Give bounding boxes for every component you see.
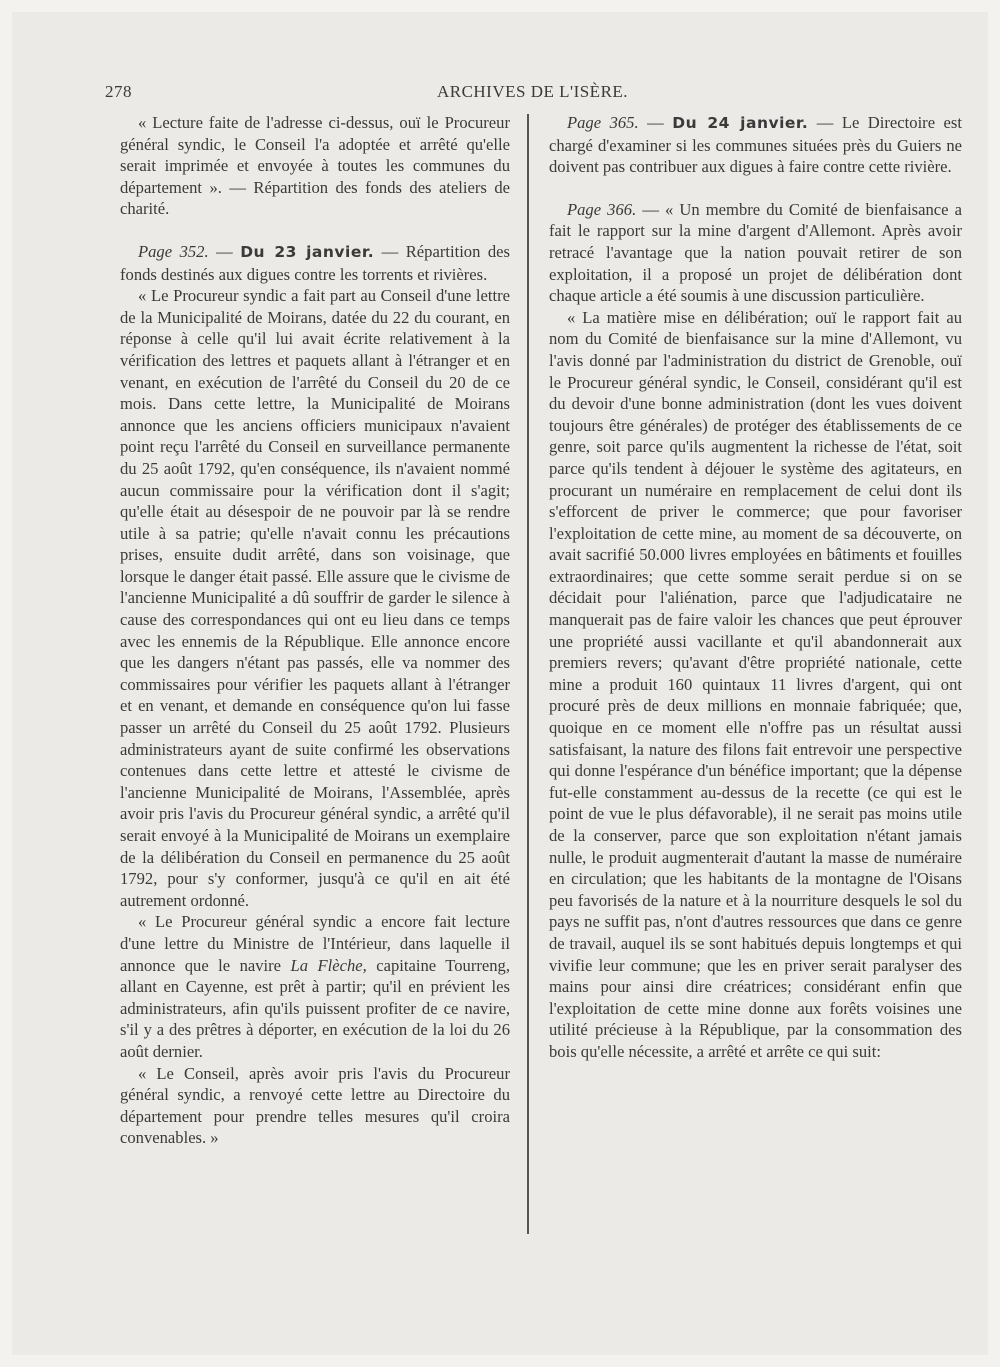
page-number: 278 (105, 82, 132, 101)
entry-date: Du 23 janvier. (240, 242, 375, 261)
paragraph-entry-365 (549, 112, 962, 178)
column-divider (527, 114, 529, 1234)
paragraph: « Le Conseil, après avoir pris l'avis du Procureur général syndic, a renvoyé cette lettre au Directoire du département pour prendre telles mesures qu'il croira convenables. » (120, 1063, 510, 1148)
paragraph: « La matière mise en délibération; ouï le rapport fait au nom du Comité de bienfaisance sur la mine d'Allemont, vu l'avis donné par l'administration du district de Grenoble, ouï le Procureur général syndic, le Conseil, considérant qu'il est du devoir d'une bonne administration (dont les vues doivent toujours être générales) de protéger des établissements de ce genre, soit parce qu'ils augmentent la richesse de l'état, soit parce qu'ils tendent à déjouer le système des agitateurs, en procurant un numéraire en remplacement de celui dont ils s'efforcent de priver le commerce; que pour favoriser l'exploitation de cette mine, au moment de sa découverte, on avait sacrifié 50.000 livres employées en bâtiments et fouilles extraordinaires; que cette somme serait perdue si on se décidait pour l'aliénation, parce que l'adjudicataire ne manquerait pas de faire valoir les chances que peut éprouver une propriété aussi vacillante et qu'il abandonnerait aux premiers revers; qu'avant d'être propriété nationale, cette mine a produit 160 quintaux 11 livres d'argent, qui ont procuré près de deux millions en monnaie fabriquée; que, quoique en ce moment elle n'offre pas un résultat aussi satisfaisant, la nature des filons fait entrevoir une perspective qui donne l'espérance d'un bénéfice important; que la dépense fut-elle constamment au-dessus de la recette (ce qui est le point de vue le plus défavorable), il ne serait pas moins utile de la conserver, parce que son exploitation n'étant jamais nulle, le produit augmenterait d'autant la masse de numéraire en circulation; que les habitants de la montagne de l'Oisans peu favorisés de la nature et à la nourriture desquels le sol du pays ne suffit pas, n'ont d'autres ressources que dans ce genre de travail, auquel ils se sont habitués depuis longtemps et qui vivifie leur commune; que les en priver serait paralyser des mains pour ainsi dire créatrices; considérant enfin que l'exploitation de cette mine donne aux forêts voisines une utilité précieuse à la République, par la consommation des bois qu'elle nécessite, a arrêté et arrête ce qui suit: (549, 307, 962, 1061)
paragraph-entry-366 (549, 199, 962, 307)
entry-summary: — Répartition des fonds destinés aux digues contre les torrents et rivières. (120, 241, 510, 284)
scanned-page (12, 12, 988, 1355)
entry-summary: — Le Directoire est chargé d'examiner si les communes situées près du Guiers ne doivent pas contribuer aux digues à faire contre cette rivière. (549, 113, 962, 177)
running-title: ARCHIVES DE L'ISÈRE. (436, 82, 629, 101)
paragraph-ship (120, 911, 510, 1062)
paragraph: « Le Procureur syndic a fait part au Conseil d'une lettre de la Municipalité de Moirans, datée du 22 du courant, en réponse à celle qu'il lui avait écrite relativement à la vérification des lettres et paquets allant à l'étranger et en venant, en exécution de l'arrêté du Conseil du 20 de ce mois. Dans cette lettre, la Municipalité de Moirans annonce que les anciens officiers municipaux n'avaient point reçu l'arrêté du Conseil en surveillance permanente du 25 août 1792, qu'en conséquence, ils n'avaient nommé aucun commissaire pour la vérification dont il s'agit; qu'elle était au désespoir de ne pouvoir par là se rendre utile à sa patrie; qu'elle n'avait connu les précautions prises, ensuite dudit arrêté, dans son voisinage, que lorsque le danger était passé. Elle assure que le civisme de l'ancienne Municipalité a dû souffrir de garder le silence à cause des correspondances qui ont eu lieu dans ce temps avec les ennemis de la République. Elle annonce encore que les dangers n'étant pas passés, elle va nommer des commissaires pour vérifier les paquets allant à l'étranger et en venant, et demande en conséquence qu'on lui fasse passer un arrêté du Conseil du 25 août 1792. Plusieurs administrateurs ayant de suite confirmé les observations contenues dans cette lettre et attesté le civisme de l'ancienne Municipalité de Moirans, l'Assemblée, après avoir pris l'avis du Procureur général syndic, a arrêté qu'il serait envoyé à la Municipalité de Moirans un exemplaire de la délibération du Conseil en permanence du 25 août 1792, pour s'y conformer, jusqu'à ce qu'il en ait été autrement ordonné. (120, 286, 510, 910)
text-run: « Le Procureur général syndic a encore fait lecture d'une lettre du Ministre de l'Intérieur, dans laquelle il annonce que le navire (120, 912, 510, 975)
dash: — (638, 113, 673, 132)
entry-date: Du 24 janvier. (672, 114, 809, 132)
paragraph-entry-352 (120, 241, 510, 285)
ship-name: La Flèche, (290, 955, 367, 975)
page-reference: Page 352. (138, 241, 209, 261)
dash: — (208, 241, 241, 261)
paragraph: « Lecture faite de l'adresse ci-dessus, ouï le Procureur général syndic, le Conseil l'a adoptée et arrêté qu'elle serait imprimée et envoyée à toutes les communes du département ». — Répartition des fonds des ateliers de charité. (120, 113, 510, 219)
page-reference: Page 366. (567, 199, 637, 219)
left-column (120, 112, 510, 1149)
entry-text: — « Un membre du Comité de bienfaisance a fait le rapport sur la mine d'argent d'Allemont. Après avoir retracé l'avantage que la nation pouvait retirer de son exploitation, il a proposé un projet de délibération dont chaque article a été soumis à une discussion particulière. (549, 199, 962, 306)
page-reference: Page 365. (567, 113, 639, 132)
page-header (105, 82, 960, 108)
text-run: capitaine Tourreng, allant en Cayenne, est prêt à partir; qu'il en prévient les administrateurs, afin qu'ils puissent profiter de ce navire, s'il y a des prêtres à déporter, en exécution de la loi du 26 août dernier. (120, 955, 510, 1061)
right-column (549, 112, 962, 1063)
